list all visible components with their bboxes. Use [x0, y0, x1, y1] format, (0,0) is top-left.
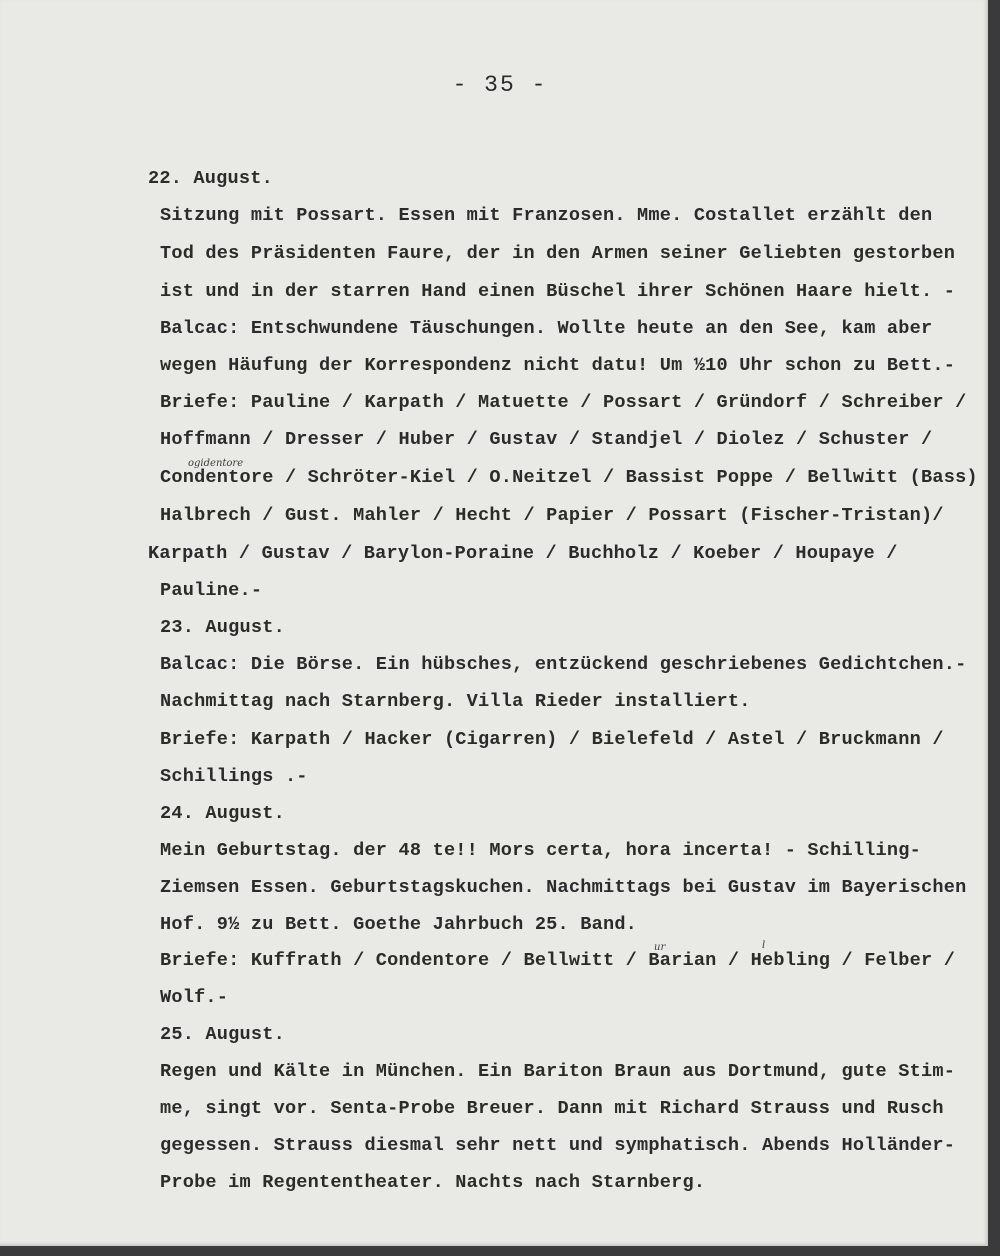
entry-date: 24. August.	[160, 803, 285, 824]
entry-line: Briefe: Kuffrath / Condentore / Bellwitt / Barian / Hebling / Felber /	[160, 950, 956, 971]
entry-line: Mein Geburtstag. der 48 te!! Mors certa, hora incerta! - Schilling-	[160, 840, 921, 861]
entry-date: 22. August.	[148, 168, 273, 189]
entry-line: Pauline.-	[160, 580, 263, 601]
entry-line: Sitzung mit Possart. Essen mit Franzosen. Mme. Costallet erzählt den	[160, 205, 933, 226]
handwritten-annotation: ur	[654, 942, 666, 953]
entry-line: Schillings .-	[160, 766, 308, 787]
entry-line: Balcac: Die Börse. Ein hübsches, entzückend geschriebenes Gedichtchen.-	[160, 654, 967, 675]
entry-line: Wolf.-	[160, 987, 229, 1008]
entry-line: Probe im Regententheater. Nachts nach Starnberg.	[160, 1172, 706, 1193]
entry-line: Regen und Kälte in München. Ein Bariton Braun aus Dortmund, gute Stim-	[160, 1061, 956, 1082]
page-number: - 35 -	[452, 72, 548, 98]
entry-line: Briefe: Pauline / Karpath / Matuette / Possart / Gründorf / Schreiber /	[160, 392, 967, 413]
entry-line: Briefe: Karpath / Hacker (Cigarren) / Bielefeld / Astel / Bruckmann /	[160, 729, 944, 750]
entry-date: 23. August.	[160, 617, 285, 638]
entry-line: Condentore / Schröter-Kiel / O.Neitzel / Bassist Poppe / Bellwitt (Bass)	[160, 467, 978, 488]
entry-line: Hoffmann / Dresser / Huber / Gustav / Standjel / Diolez / Schuster /	[160, 429, 933, 450]
entry-line: gegessen. Strauss diesmal sehr nett und symphatisch. Abends Holländer-	[160, 1135, 956, 1156]
entry-line: Hof. 9½ zu Bett. Goethe Jahrbuch 25. Band.	[160, 914, 638, 935]
entry-line: Halbrech / Gust. Mahler / Hecht / Papier / Possart (Fischer-Tristan)/	[160, 505, 944, 526]
handwritten-annotation: ogidentore	[188, 458, 244, 469]
handwritten-annotation: l	[762, 940, 766, 951]
entry-line: ist und in der starren Hand einen Büschel ihrer Schönen Haare hielt. -	[160, 281, 956, 302]
entry-line: Balcac: Entschwundene Täuschungen. Wollte heute an den See, kam aber	[160, 318, 933, 339]
entry-line: wegen Häufung der Korrespondenz nicht datu! Um ½10 Uhr schon zu Bett.-	[160, 355, 956, 376]
entry-line: Karpath / Gustav / Barylon-Poraine / Buchholz / Koeber / Houpaye /	[148, 543, 898, 564]
entry-line: Nachmittag nach Starnberg. Villa Rieder installiert.	[160, 691, 751, 712]
entry-date: 25. August.	[160, 1024, 285, 1045]
entry-line: Ziemsen Essen. Geburtstagskuchen. Nachmittags bei Gustav im Bayerischen	[160, 877, 967, 898]
entry-line: Tod des Präsidenten Faure, der in den Armen seiner Geliebten gestorben	[160, 243, 956, 264]
entry-line: me, singt vor. Senta-Probe Breuer. Dann mit Richard Strauss und Rusch	[160, 1098, 944, 1119]
